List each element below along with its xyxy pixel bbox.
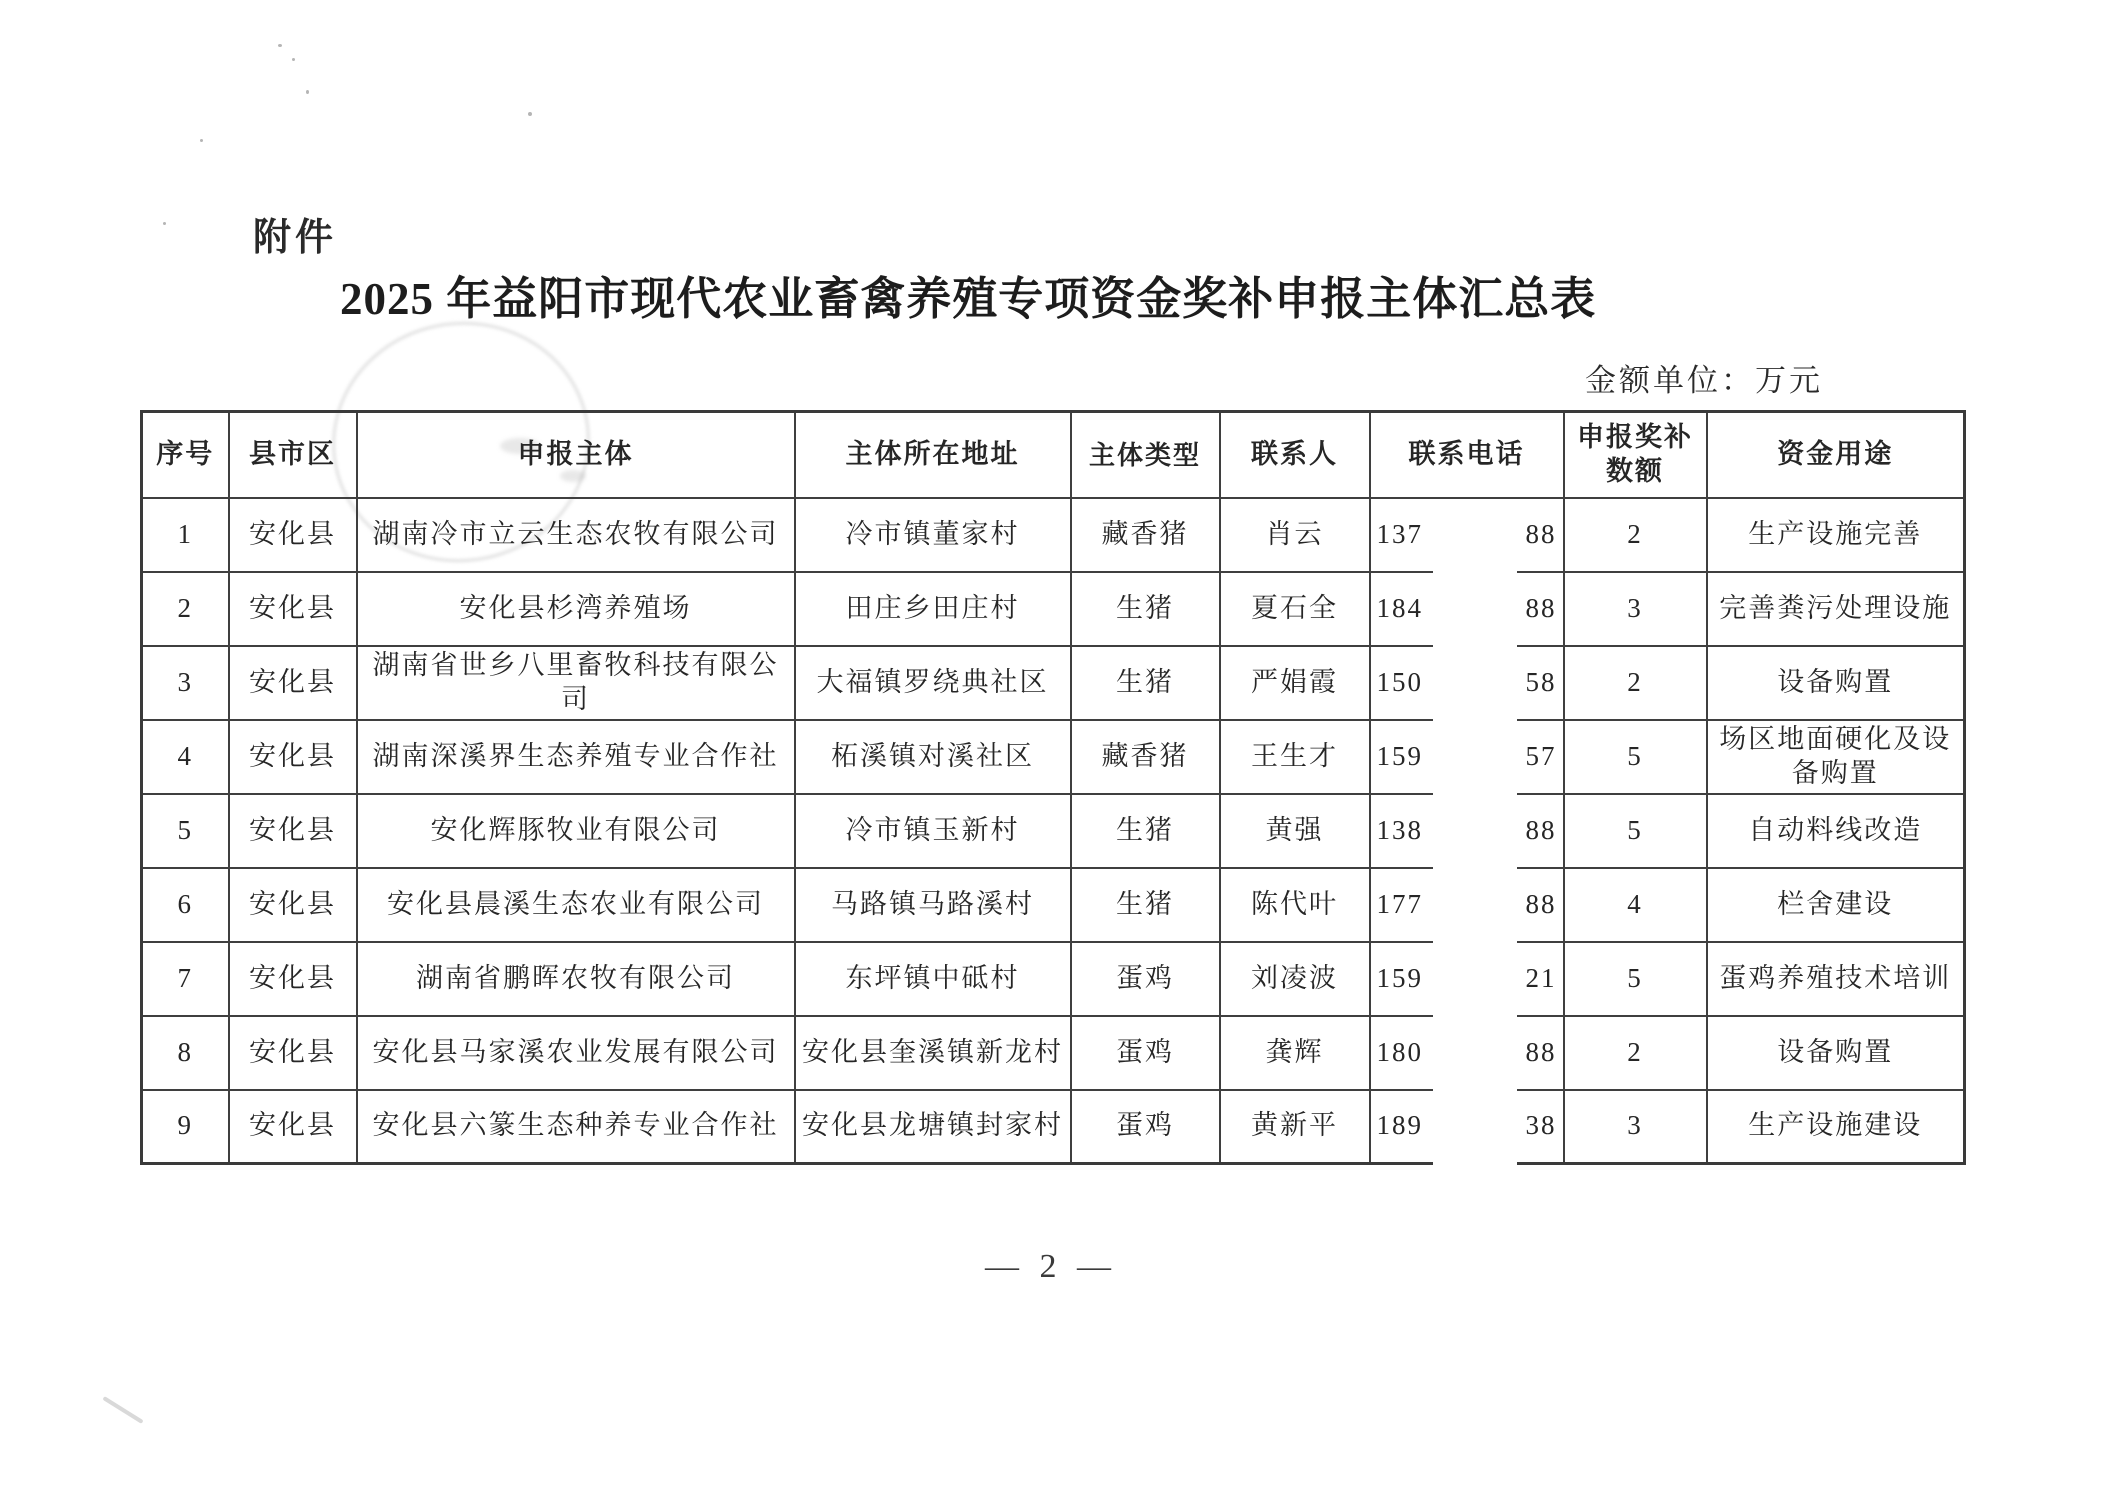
entity-name-cell: 湖南省鹏晖农牧有限公司	[357, 942, 795, 1016]
phone-partial-left: 180	[1376, 1036, 1423, 1067]
purpose-cell: 生产设施完善	[1707, 498, 1965, 572]
amount-cell: 5	[1564, 942, 1707, 1016]
amount-cell: 2	[1564, 1016, 1707, 1090]
phone-redaction-block	[1433, 792, 1517, 870]
phone-cell	[1370, 1090, 1564, 1164]
attachment-label: 附件	[253, 217, 338, 259]
scan-speck	[306, 90, 309, 94]
type-cell: 蛋鸡	[1071, 942, 1220, 1016]
contact-name-cell: 黄新平	[1220, 1090, 1370, 1164]
purpose-cell: 完善粪污处理设施	[1707, 572, 1965, 646]
type-cell: 生猪	[1071, 868, 1220, 942]
contact-name-cell: 夏石全	[1220, 572, 1370, 646]
serial-number-cell: 9	[142, 1090, 229, 1164]
phone-cell	[1370, 794, 1564, 868]
entity-name-cell: 安化县晨溪生态农业有限公司	[357, 868, 795, 942]
phone-partial-left: 184	[1376, 592, 1423, 623]
contact-name-cell: 龚辉	[1220, 1016, 1370, 1090]
phone-cell	[1370, 720, 1564, 794]
address-cell: 东坪镇中砥村	[795, 942, 1071, 1016]
county-cell: 安化县	[229, 720, 357, 794]
phone-redaction-block	[1433, 866, 1517, 944]
table-row	[142, 794, 1965, 868]
serial-number-cell: 1	[142, 498, 229, 572]
phone-redaction-block	[1433, 1088, 1517, 1166]
phone-partial-right: 57	[1525, 740, 1557, 771]
entity-name-cell: 湖南冷市立云生态农牧有限公司	[357, 498, 795, 572]
phone-partial-right: 21	[1525, 962, 1557, 993]
phone-partial-left: 159	[1376, 962, 1423, 993]
scan-smudge	[102, 1396, 143, 1424]
header-entity-type: 主体类型	[1071, 412, 1220, 498]
phone-redaction-block	[1433, 501, 1517, 574]
header-serial-number: 序号	[142, 412, 229, 498]
phone-cell	[1370, 646, 1564, 720]
purpose-cell: 设备购置	[1707, 1016, 1965, 1090]
entity-name-cell: 湖南省世乡八里畜牧科技有限公司	[357, 646, 795, 720]
scan-speck	[292, 58, 295, 61]
amount-cell: 4	[1564, 868, 1707, 942]
purpose-cell: 生产设施建设	[1707, 1090, 1965, 1164]
contact-name-cell: 刘凌波	[1220, 942, 1370, 1016]
scan-speck	[528, 112, 532, 116]
scan-speck	[278, 44, 282, 47]
county-cell: 安化县	[229, 794, 357, 868]
table-row	[142, 720, 1965, 794]
page-number: — 2 —	[985, 1248, 1117, 1285]
scan-speck	[200, 139, 203, 142]
address-cell: 柘溪镇对溪社区	[795, 720, 1071, 794]
address-cell: 安化县奎溪镇新龙村	[795, 1016, 1071, 1090]
address-cell: 田庄乡田庄村	[795, 572, 1071, 646]
county-cell: 安化县	[229, 942, 357, 1016]
address-cell: 冷市镇玉新村	[795, 794, 1071, 868]
declaration-summary-table	[140, 410, 1966, 1165]
table-row	[142, 646, 1965, 720]
type-cell: 生猪	[1071, 646, 1220, 720]
address-cell: 冷市镇董家村	[795, 498, 1071, 572]
serial-number-cell: 2	[142, 572, 229, 646]
entity-name-cell: 安化辉豚牧业有限公司	[357, 794, 795, 868]
type-cell: 藏香猪	[1071, 498, 1220, 572]
amount-cell: 5	[1564, 794, 1707, 868]
phone-cell	[1370, 498, 1564, 572]
phone-cell	[1370, 1016, 1564, 1090]
phone-partial-right: 38	[1525, 1110, 1557, 1141]
serial-number-cell: 7	[142, 942, 229, 1016]
purpose-cell: 栏舍建设	[1707, 868, 1965, 942]
contact-name-cell: 黄强	[1220, 794, 1370, 868]
phone-partial-left: 177	[1376, 888, 1423, 919]
entity-name-cell: 安化县杉湾养殖场	[357, 572, 795, 646]
contact-name-cell: 肖云	[1220, 498, 1370, 572]
phone-cell	[1370, 868, 1564, 942]
type-cell: 蛋鸡	[1071, 1090, 1220, 1164]
serial-number-cell: 5	[142, 794, 229, 868]
amount-cell: 5	[1564, 720, 1707, 794]
phone-partial-left: 189	[1376, 1110, 1423, 1141]
purpose-cell: 场区地面硬化及设备购置	[1707, 720, 1965, 794]
header-entity-address: 主体所在地址	[795, 412, 1071, 498]
phone-partial-left: 138	[1376, 814, 1423, 845]
header-county: 县市区	[229, 412, 357, 498]
phone-partial-right: 88	[1525, 814, 1557, 845]
table-row	[142, 498, 1965, 572]
type-cell: 蛋鸡	[1071, 1016, 1220, 1090]
phone-partial-right: 58	[1525, 666, 1557, 697]
amount-unit-note: 金额单位：万元	[1585, 363, 1823, 398]
county-cell: 安化县	[229, 572, 357, 646]
county-cell: 安化县	[229, 1016, 357, 1090]
header-subsidy-amount: 申报奖补数额	[1564, 412, 1707, 498]
address-cell: 大福镇罗绕典社区	[795, 646, 1071, 720]
county-cell: 安化县	[229, 868, 357, 942]
phone-redaction-block	[1433, 718, 1517, 796]
amount-cell: 3	[1564, 1090, 1707, 1164]
amount-cell: 3	[1564, 572, 1707, 646]
serial-number-cell: 6	[142, 868, 229, 942]
scan-speck	[163, 222, 166, 225]
county-cell: 安化县	[229, 498, 357, 572]
serial-number-cell: 8	[142, 1016, 229, 1090]
contact-name-cell: 陈代叶	[1220, 868, 1370, 942]
entity-name-cell: 安化县六篆生态种养专业合作社	[357, 1090, 795, 1164]
serial-number-cell: 4	[142, 720, 229, 794]
header-contact-person: 联系人	[1220, 412, 1370, 498]
phone-partial-right: 88	[1525, 1036, 1557, 1067]
type-cell: 生猪	[1071, 794, 1220, 868]
phone-partial-left: 150	[1376, 666, 1423, 697]
phone-partial-right: 88	[1525, 518, 1557, 549]
phone-partial-left: 137	[1376, 518, 1423, 549]
phone-redaction-block	[1433, 1014, 1517, 1092]
county-cell: 安化县	[229, 1090, 357, 1164]
purpose-cell: 蛋鸡养殖技术培训	[1707, 942, 1965, 1016]
entity-name-cell: 安化县马家溪农业发展有限公司	[357, 1016, 795, 1090]
entity-name-cell: 湖南深溪界生态养殖专业合作社	[357, 720, 795, 794]
phone-partial-right: 88	[1525, 888, 1557, 919]
phone-redaction-block	[1433, 644, 1517, 722]
phone-redaction-block	[1433, 570, 1517, 648]
phone-partial-left: 159	[1376, 740, 1423, 771]
phone-cell	[1370, 942, 1564, 1016]
phone-partial-right: 88	[1525, 592, 1557, 623]
amount-cell: 2	[1564, 646, 1707, 720]
header-fund-purpose: 资金用途	[1707, 412, 1965, 498]
type-cell: 藏香猪	[1071, 720, 1220, 794]
phone-cell	[1370, 572, 1564, 646]
purpose-cell: 设备购置	[1707, 646, 1965, 720]
phone-redaction-block	[1433, 940, 1517, 1018]
table-row	[142, 572, 1965, 646]
type-cell: 生猪	[1071, 572, 1220, 646]
table-row	[142, 942, 1965, 1016]
purpose-cell: 自动料线改造	[1707, 794, 1965, 868]
header-declaring-entity: 申报主体	[357, 412, 795, 498]
serial-number-cell: 3	[142, 646, 229, 720]
header-contact-phone: 联系电话	[1370, 412, 1564, 498]
contact-name-cell: 严娟霞	[1220, 646, 1370, 720]
address-cell: 安化县龙塘镇封家村	[795, 1090, 1071, 1164]
address-cell: 马路镇马路溪村	[795, 868, 1071, 942]
county-cell: 安化县	[229, 646, 357, 720]
table-row	[142, 1090, 1965, 1164]
amount-cell: 2	[1564, 498, 1707, 572]
contact-name-cell: 王生才	[1220, 720, 1370, 794]
table-row	[142, 868, 1965, 942]
table-row	[142, 1016, 1965, 1090]
table-header-row	[142, 412, 1965, 498]
document-title: 2025 年益阳市现代农业畜禽养殖专项资金奖补申报主体汇总表	[340, 274, 1597, 324]
